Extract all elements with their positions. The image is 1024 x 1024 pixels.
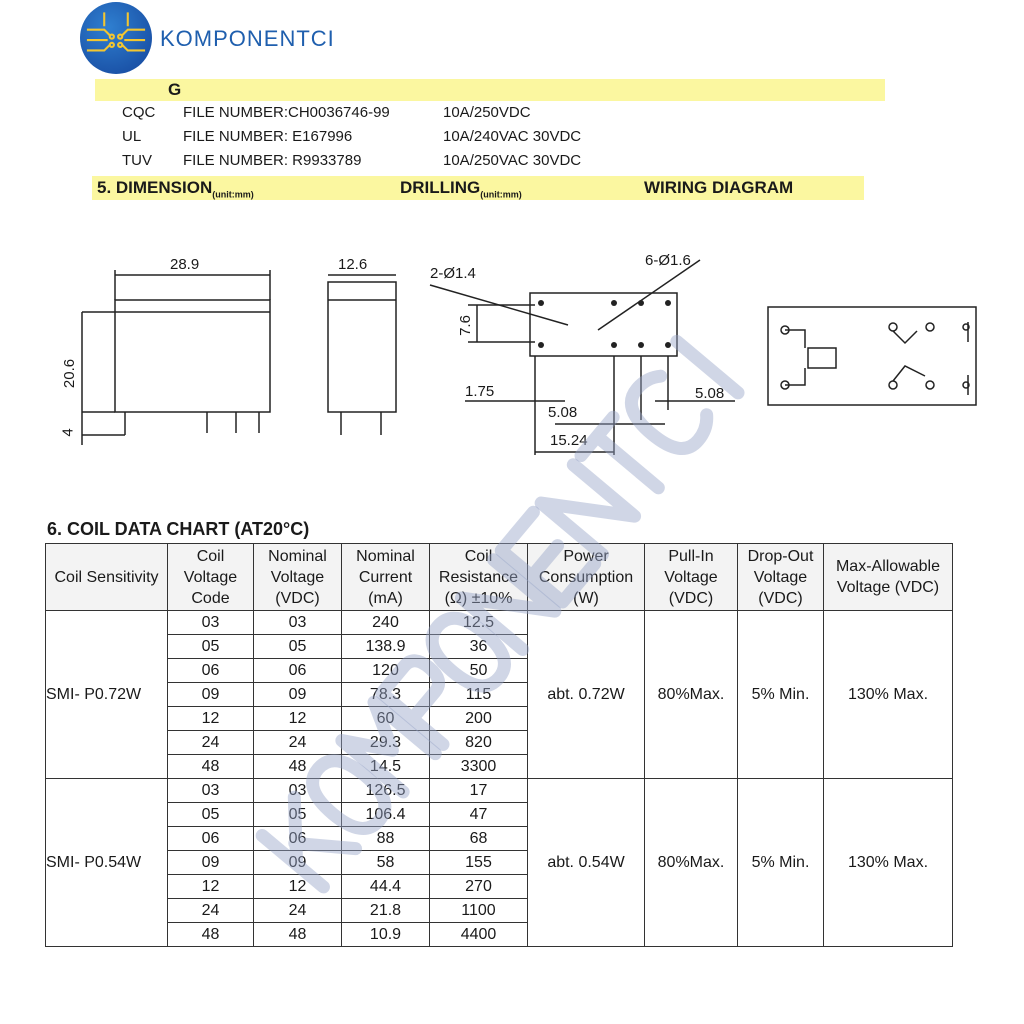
coil-sensitivity: SMI- P0.72W: [46, 611, 168, 779]
approvals-band: [95, 79, 885, 101]
logo-circle-icon: [80, 2, 152, 74]
table-cell: 48: [254, 923, 342, 947]
table-cell: 44.4: [342, 875, 430, 899]
dim-5-08-b: 5.08: [695, 385, 725, 402]
table-cell: 03: [168, 611, 254, 635]
approval-agency: TUV: [122, 152, 152, 169]
pullin-cell: 80%Max.: [645, 611, 738, 779]
table-cell: 240: [342, 611, 430, 635]
dimension-drawings: [0, 230, 1024, 480]
dim-7-6: 7.6: [456, 315, 474, 336]
table-cell: 05: [168, 803, 254, 827]
table-cell: 09: [168, 683, 254, 707]
table-cell: 120: [342, 659, 430, 683]
table-cell: 09: [254, 683, 342, 707]
dim-height: 20.6: [61, 358, 79, 389]
table-row: [46, 779, 953, 803]
column-header: Power Consumption (W): [528, 544, 645, 611]
table-cell: 05: [254, 635, 342, 659]
approval-rating: 10A/250VAC 30VDC: [443, 152, 582, 169]
table-cell: 21.8: [342, 899, 430, 923]
table-cell: 05: [168, 635, 254, 659]
max-cell: 130% Max.: [824, 779, 953, 947]
dim-hole6: 6-Ø1.6: [645, 252, 691, 269]
table-cell: 78.3: [342, 683, 430, 707]
table-cell: 48: [168, 923, 254, 947]
approval-file: FILE NUMBER: E167996: [183, 128, 353, 145]
table-cell: 29.3: [342, 731, 430, 755]
table-cell: 06: [168, 659, 254, 683]
table-cell: 50: [430, 659, 528, 683]
drilling-heading: [400, 178, 522, 199]
drilling-drawing: [430, 260, 735, 455]
table-cell: 12: [254, 875, 342, 899]
table-cell: 03: [254, 779, 342, 803]
wiring-heading: WIRING DIAGRAM: [644, 178, 794, 197]
table-cell: 88: [342, 827, 430, 851]
table-cell: 12.5: [430, 611, 528, 635]
table-cell: 12: [168, 875, 254, 899]
table-cell: 06: [254, 659, 342, 683]
drilling-label: DRILLING: [400, 178, 481, 197]
table-cell: 60: [342, 707, 430, 731]
column-header: Pull-In Voltage (VDC): [645, 544, 738, 611]
table-cell: 1100: [430, 899, 528, 923]
table-cell: 68: [430, 827, 528, 851]
coil-sensitivity: SMI- P0.54W: [46, 779, 168, 947]
table-cell: 05: [254, 803, 342, 827]
table-cell: 48: [168, 755, 254, 779]
table-cell: 06: [254, 827, 342, 851]
approval-rating: 10A/240VAC 30VDC: [443, 128, 582, 145]
table-cell: 24: [168, 899, 254, 923]
max-cell: 130% Max.: [824, 611, 953, 779]
dropout-cell: 5% Min.: [738, 779, 824, 947]
table-cell: 3300: [430, 755, 528, 779]
table-cell: 48: [254, 755, 342, 779]
approval-file: FILE NUMBER:CH0036746-99: [183, 104, 390, 121]
table-cell: 155: [430, 851, 528, 875]
column-header: Max-Allowable Voltage (VDC): [824, 544, 953, 611]
column-header: Drop-Out Voltage (VDC): [738, 544, 824, 611]
approval-agency: CQC: [122, 104, 156, 121]
front-view-drawing: [82, 270, 270, 445]
coil-data-table: [45, 543, 953, 947]
table-cell: 270: [430, 875, 528, 899]
dimension-heading: [97, 178, 254, 199]
table-row: [46, 611, 953, 635]
dimension-unit: (unit:mm): [212, 189, 254, 200]
dim-width: 28.9: [170, 256, 200, 273]
table-cell: 03: [168, 779, 254, 803]
column-header: Coil Sensitivity: [46, 544, 168, 611]
drilling-unit: (unit:mm): [480, 189, 522, 200]
table-cell: 200: [430, 707, 528, 731]
side-view-drawing: [328, 275, 396, 435]
table-cell: 10.9: [342, 923, 430, 947]
approval-agency: UL: [122, 128, 142, 145]
dim-15-24: 15.24: [550, 432, 588, 449]
approvals-heading: G: [168, 80, 182, 99]
table-cell: 115: [430, 683, 528, 707]
approval-rating: 10A/250VDC: [443, 104, 531, 121]
power-cell: abt. 0.54W: [528, 779, 645, 947]
table-cell: 09: [254, 851, 342, 875]
logo-text: KOMPONENTCI: [160, 26, 335, 51]
wiring-diagram-drawing: [768, 307, 976, 405]
dim-pin: 4: [59, 428, 77, 437]
column-header: Nominal Current (mA): [342, 544, 430, 611]
dropout-cell: 5% Min.: [738, 611, 824, 779]
table-cell: 06: [168, 827, 254, 851]
coil-data-title: 6. COIL DATA CHART (AT20°C): [47, 519, 310, 539]
table-cell: 36: [430, 635, 528, 659]
dim-1-75: 1.75: [465, 383, 495, 400]
table-cell: 138.9: [342, 635, 430, 659]
table-cell: 47: [430, 803, 528, 827]
column-header: Coil Voltage Code: [168, 544, 254, 611]
table-cell: 24: [254, 899, 342, 923]
table-header-row: [46, 544, 953, 611]
table-cell: 58: [342, 851, 430, 875]
table-cell: 24: [254, 731, 342, 755]
dimension-label: 5. DIMENSION: [97, 178, 213, 197]
table-cell: 17: [430, 779, 528, 803]
dim-hole2: 2-Ø1.4: [430, 265, 476, 282]
table-cell: 24: [168, 731, 254, 755]
column-header: Coil Resistance (Ω) ±10%: [430, 544, 528, 611]
pullin-cell: 80%Max.: [645, 779, 738, 947]
dim-depth: 12.6: [338, 256, 368, 273]
dim-5-08-a: 5.08: [548, 404, 578, 421]
approval-file: FILE NUMBER: R9933789: [183, 152, 362, 169]
table-cell: 03: [254, 611, 342, 635]
table-cell: 106.4: [342, 803, 430, 827]
column-header: Nominal Voltage (VDC): [254, 544, 342, 611]
power-cell: abt. 0.72W: [528, 611, 645, 779]
table-cell: 126.5: [342, 779, 430, 803]
table-cell: 12: [168, 707, 254, 731]
table-cell: 4400: [430, 923, 528, 947]
table-cell: 820: [430, 731, 528, 755]
table-cell: 12: [254, 707, 342, 731]
table-cell: 14.5: [342, 755, 430, 779]
table-cell: 09: [168, 851, 254, 875]
